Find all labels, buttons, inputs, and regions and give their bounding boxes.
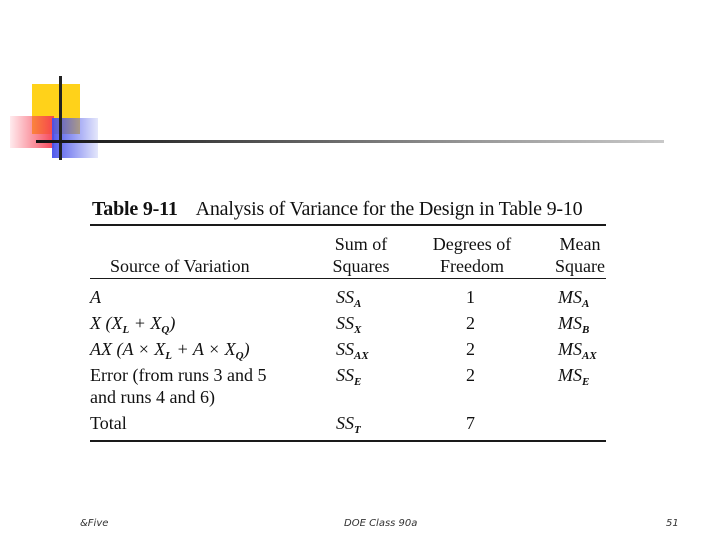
row-1-ss: $SS_A$ [336,287,362,310]
row-5-df: 7 [466,413,475,433]
row-3-ms: $MS_{AX}$ [558,339,597,362]
row-4-ss: $SS_E$ [336,365,362,388]
header-ms-line2: Square [555,256,605,276]
row-4-source [90,364,266,408]
row-1-df: 1 [466,287,475,307]
table-title: Analysis of Variance for the Design in Table 9-10 [195,198,583,220]
table-header-rule [90,278,606,279]
header-sum-of-squares [330,233,392,277]
page-number: 51 [666,518,679,529]
header-ms-line1: Mean [559,234,601,254]
row-4-source-line1: Error (from runs 3 and 5 [90,365,267,385]
header-df-line2: Freedom [440,256,504,276]
row-2-source: X $(X_L + X_Q)$ [90,313,176,336]
row-2-ss: $SS_X$ [336,313,362,336]
table-top-rule [90,224,606,226]
footer-center: DOE Class 90a [344,518,418,529]
row-5-ss: $SS_T$ [336,413,361,436]
row-4-source-line2: and runs 4 and 6) [90,387,215,407]
header-df-line1: Degrees of [432,234,512,254]
header-ss-line1: Sum of [334,234,388,254]
header-mean-square [550,233,610,277]
decor-vertical-line [59,76,62,160]
row-5-source: Total [90,413,127,433]
decor-red-square [10,116,54,148]
table-bottom-rule [90,440,606,442]
row-1-source: A [90,287,101,307]
table-number: Table 9-11 [92,198,178,220]
row-4-ms: $MS_E$ [558,365,590,388]
row-2-ms: $MS_B$ [558,313,590,336]
decor-horizontal-rule [36,140,664,143]
header-source: Source of Variation [110,256,250,276]
row-1-ms: $MS_A$ [558,287,590,310]
row-2-df: 2 [466,313,475,333]
header-degrees-of-freedom [426,233,518,277]
table-caption [92,198,582,221]
row-3-source: AX $(A \times X_L + A \times X_Q)$ [90,339,250,362]
row-3-ss: $SS_{AX}$ [336,339,369,362]
row-3-df: 2 [466,339,475,359]
header-ss-line2: Squares [332,256,390,276]
footer-left: &Five [80,518,109,529]
row-4-df: 2 [466,365,475,385]
